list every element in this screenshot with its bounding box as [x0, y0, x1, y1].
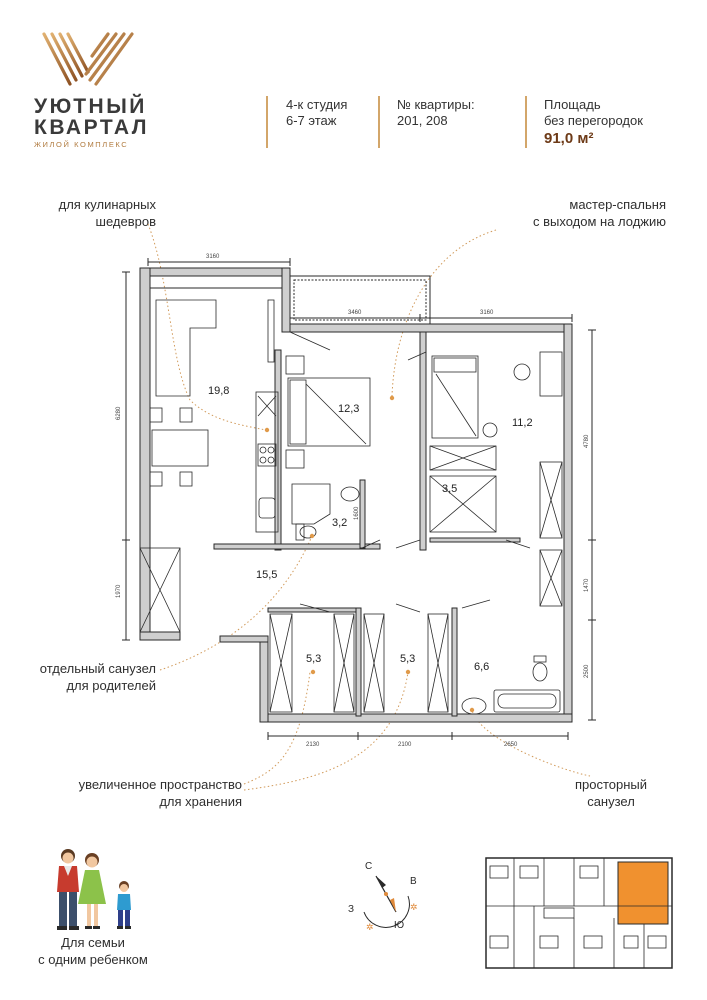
room-area-bedroom1: 12,3: [338, 403, 360, 415]
nightstand: [286, 356, 304, 374]
highlighted-apartment: [618, 862, 668, 924]
sun-icon: ✲: [366, 922, 374, 932]
apartment-type-line1: 4-к студия: [286, 97, 348, 112]
dim-line-left-lower: [122, 540, 130, 640]
bedroom2-furniture: [430, 352, 562, 606]
family-caption: [18, 934, 168, 968]
dim-bottom-mid: 2100: [398, 742, 412, 748]
dim-top-left: 3160: [206, 254, 220, 260]
wc1-fixtures: [292, 484, 359, 540]
dim-line-top-right: [420, 314, 572, 322]
desk: [540, 352, 562, 396]
bed: [432, 356, 478, 438]
compass-west: З: [348, 904, 355, 915]
dim-line-bottom-right: [452, 732, 568, 740]
callout-master-line1: мастер-спальня: [569, 197, 666, 212]
dim-line-bottom-mid: [358, 732, 452, 740]
stove: [258, 444, 276, 466]
chair: [180, 408, 192, 422]
leader-dots: [265, 396, 474, 712]
washbasin: [462, 698, 486, 714]
room-area-hall: 15,5: [256, 569, 278, 581]
compass-icon: [348, 861, 418, 932]
brand-name-line1: УЮТНЫЙ: [34, 95, 147, 118]
dining-table: [152, 430, 208, 466]
dim-right-upper: 4780: [584, 434, 590, 448]
chair: [180, 472, 192, 486]
doors: [290, 332, 530, 612]
dim-top-right: 3160: [480, 310, 494, 316]
sink: [259, 498, 275, 518]
walls: [140, 268, 572, 722]
apartment-numbers-label: № квартиры:: [397, 97, 475, 112]
shower: [292, 484, 330, 524]
dim-bottom-left: 2130: [306, 742, 320, 748]
dim-right-lower: 2500: [584, 664, 590, 678]
callout-kitchen-line1: для кулинарных: [58, 197, 156, 212]
area-value: 91,0 м²: [544, 130, 594, 147]
family-illustration: [40, 842, 150, 932]
callout-parents-line2: для родителей: [66, 678, 156, 693]
callout-kitchen-line2: шедевров: [95, 214, 156, 229]
brand-subtitle: ЖИЛОЙ КОМПЛЕКС: [34, 140, 129, 149]
dim-top-mid: 3460: [348, 310, 362, 316]
washbasin: [341, 487, 359, 501]
room-area-bedroom2: 11,2: [512, 417, 533, 429]
dim-bottom-right: 2650: [504, 742, 518, 748]
callout-storage-line1: увеличенное пространство: [78, 777, 242, 792]
dim-left-lower: 1970: [116, 584, 122, 598]
toilet: [533, 663, 547, 681]
room-area-wardrobe: 3,5: [442, 483, 458, 495]
chair: [150, 472, 162, 486]
callout-bath-line2: санузел: [587, 794, 635, 809]
chair: [150, 408, 162, 422]
nightstand: [286, 450, 304, 468]
tv-panel: [268, 300, 274, 362]
family-caption-line2: с одним ребенком: [38, 952, 148, 967]
room-area-wc1: 3,2: [332, 517, 348, 529]
compass: [342, 854, 438, 934]
family-caption-line1: Для семьи: [61, 935, 125, 950]
area-label-1: Площадь: [544, 97, 601, 112]
room-area-storage1: 5,3: [306, 653, 322, 665]
compass-east: В: [410, 876, 417, 887]
apartment-floor: 6-7 этаж: [286, 113, 337, 128]
room-area-bathroom: 6,6: [474, 661, 490, 673]
area-label-2: без перегородок: [544, 113, 643, 128]
callout-bath-line1: просторный: [574, 777, 648, 792]
sun-icon: ✲: [410, 902, 418, 912]
dim-inner-wc: 1600: [354, 506, 360, 520]
brand-name-line2: КВАРТАЛ: [34, 116, 149, 139]
room-area-kitchen-living: 19,8: [208, 385, 230, 397]
compass-north: С: [365, 861, 373, 872]
kitchen-furniture: [140, 300, 278, 632]
dim-line-left-upper: [122, 272, 130, 540]
desk-chair: [514, 364, 530, 380]
fridge: [258, 396, 276, 416]
sofa: [156, 300, 216, 396]
compass-south: Ю: [394, 920, 405, 931]
floor-key-plan: [484, 856, 674, 970]
bathtub: [494, 690, 560, 712]
callout-master-line2: с выходом на лоджию: [532, 214, 666, 229]
dim-left-upper: 6280: [116, 406, 122, 420]
dim-line-bottom-left: [268, 732, 358, 740]
washing-machine: [483, 423, 497, 437]
dim-right-mid: 1470: [584, 578, 590, 592]
callout-storage-line2: для хранения: [159, 794, 242, 809]
room-area-storage2: 5,3: [400, 653, 416, 665]
apartment-numbers-value: 201, 208: [397, 113, 448, 128]
leader-lines: [148, 224, 590, 790]
callout-parents-line1: отдельный санузел: [39, 661, 156, 676]
